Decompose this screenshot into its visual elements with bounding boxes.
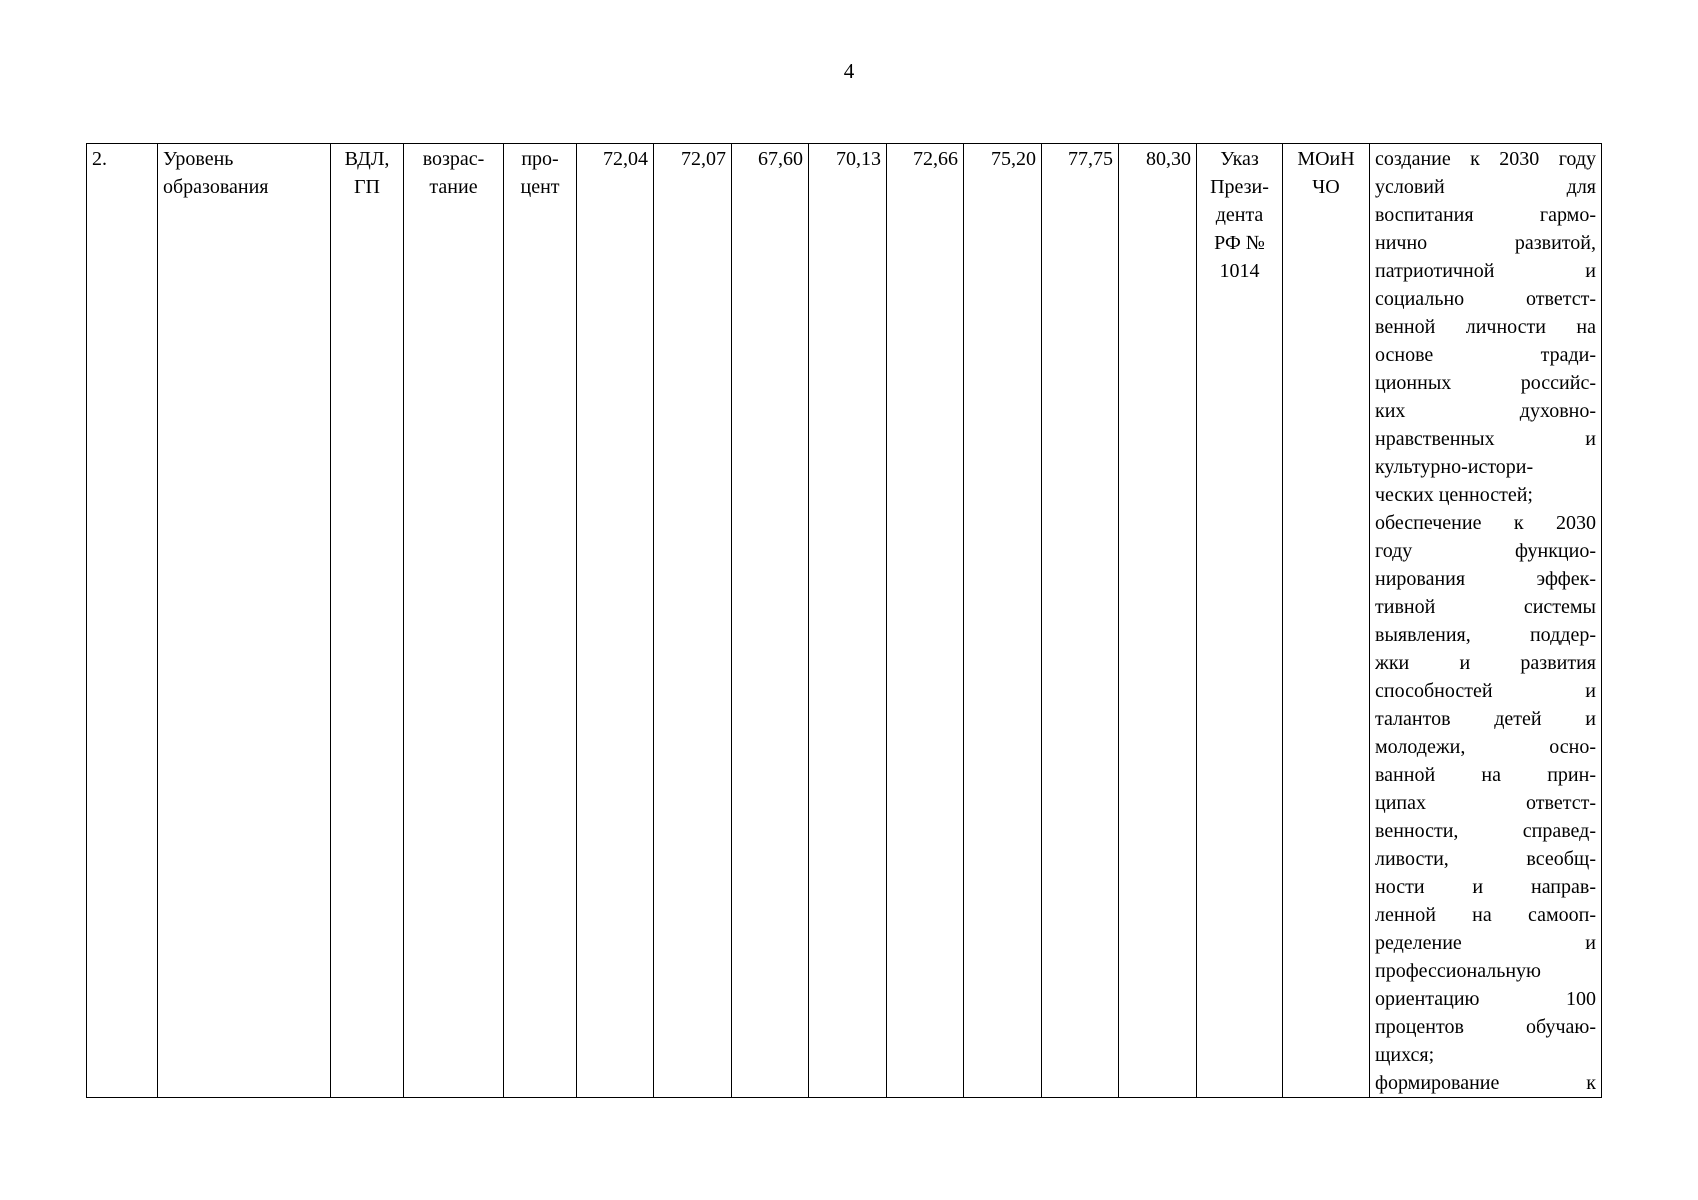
goal-text-line: ленной на самооп- — [1375, 904, 1596, 926]
goal-text-line: тивной системы — [1375, 596, 1596, 618]
goal-text-line: процентов обучаю- — [1375, 1016, 1596, 1038]
goal-text-line: профессиональную — [1375, 960, 1541, 982]
goal-text — [1375, 145, 1596, 1097]
goal-text-line: формирование к — [1375, 1072, 1596, 1094]
value-cell: 77,75 — [1042, 144, 1119, 1098]
goal-text-line: венности, справед- — [1375, 820, 1596, 842]
page-number: 4 — [843, 59, 855, 83]
responsible-cell: МОиН ЧО — [1283, 144, 1370, 1098]
value-cell: 75,20 — [964, 144, 1042, 1098]
goal-text-line: ориентацию 100 — [1375, 988, 1596, 1010]
row-number-cell: 2. — [87, 144, 158, 1098]
value-cell: 80,30 — [1119, 144, 1197, 1098]
value-cell: 67,60 — [732, 144, 809, 1098]
goal-text-line: выявления, поддер- — [1375, 624, 1596, 646]
goal-text-line: условий для — [1375, 176, 1596, 198]
value-cell: 72,04 — [577, 144, 654, 1098]
goal-text-line: ливости, всеобщ- — [1375, 848, 1596, 870]
goal-text-line: основе тради- — [1375, 344, 1596, 366]
indicator-name-cell: Уровень образования — [158, 144, 331, 1098]
value-cell: 72,07 — [654, 144, 732, 1098]
goal-text-line: ципах ответст- — [1375, 792, 1596, 814]
indicator-table — [86, 143, 1602, 1098]
goal-text-line: жки и развития — [1375, 652, 1596, 674]
goal-text-line: воспитания гармо- — [1375, 204, 1596, 226]
goal-text-line: талантов детей и — [1375, 708, 1596, 730]
goal-text-line: ционных российс- — [1375, 372, 1596, 394]
goal-text-line: культурно-истори- — [1375, 456, 1534, 478]
goal-text-line: щихся; — [1375, 1044, 1435, 1066]
goal-text-line: создание к 2030 году — [1375, 148, 1596, 170]
goal-text-line: нично развитой, — [1375, 232, 1596, 254]
goal-text-line: нравственных и — [1375, 428, 1596, 450]
goal-text-line: нирования эффек- — [1375, 568, 1596, 590]
trend-cell: возрас- тание — [404, 144, 504, 1098]
source-cell: Указ Прези- дента РФ № 1014 — [1197, 144, 1283, 1098]
goal-text-line: обеспечение к 2030 — [1375, 512, 1596, 534]
goal-text-line: ванной на прин- — [1375, 764, 1596, 786]
unit-cell: про- цент — [504, 144, 577, 1098]
goal-text-line: социально ответст- — [1375, 288, 1596, 310]
goal-text-line: ческих ценностей; — [1375, 484, 1533, 506]
goal-text-line: году функцио- — [1375, 540, 1596, 562]
goal-text-line: ности и направ- — [1375, 876, 1596, 898]
goal-text-line: ких духовно- — [1375, 400, 1596, 422]
value-cell: 72,66 — [887, 144, 964, 1098]
goal-cell — [1370, 144, 1602, 1098]
table-row — [87, 144, 1602, 1098]
goal-text-line: ределение и — [1375, 932, 1596, 954]
goal-text-line: способностей и — [1375, 680, 1596, 702]
indicator-type-cell: ВДЛ, ГП — [331, 144, 404, 1098]
goal-text-line: венной личности на — [1375, 316, 1596, 338]
goal-text-line: молодежи, осно- — [1375, 736, 1596, 758]
goal-text-line: патриотичной и — [1375, 260, 1596, 282]
value-cell: 70,13 — [809, 144, 887, 1098]
